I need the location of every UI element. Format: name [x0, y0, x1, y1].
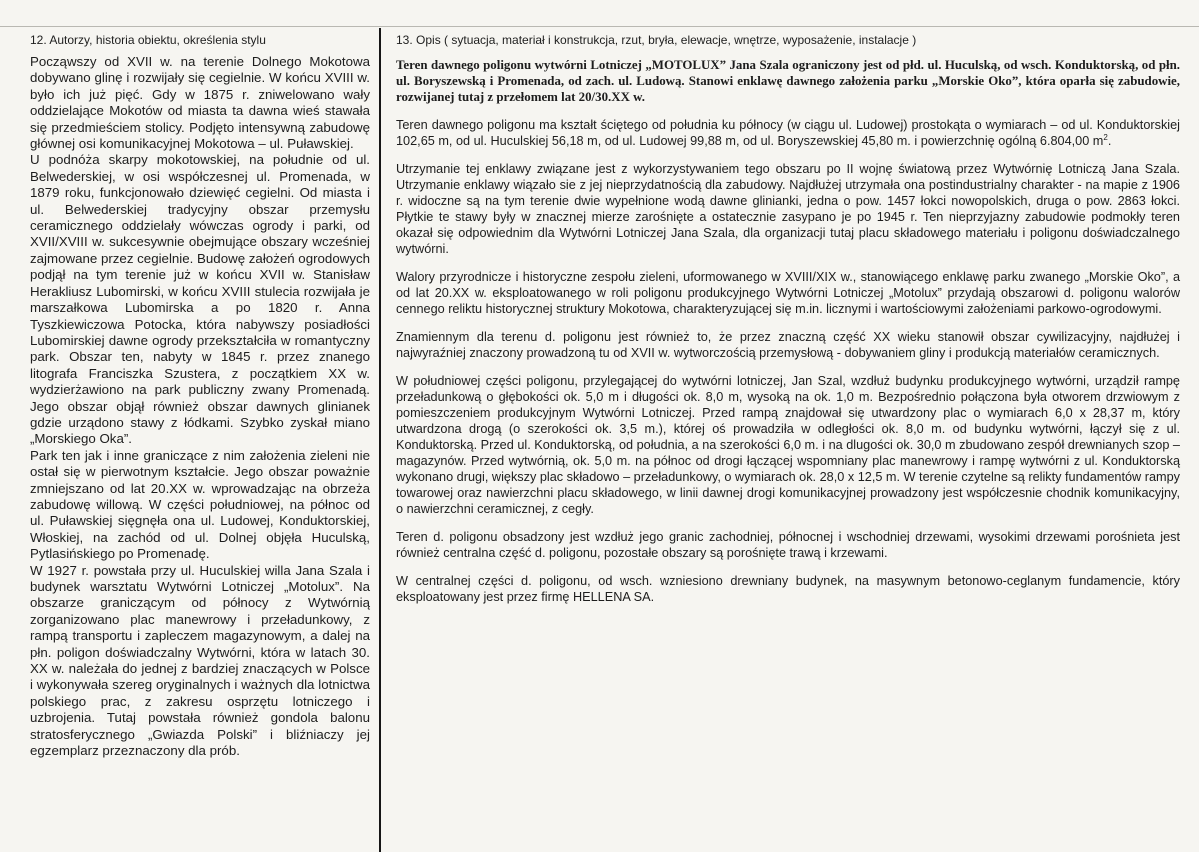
section-12-text — [30, 54, 370, 759]
description-paragraph: Walory przyrodnicze i historyczne zespołu zieleni, uformowanego w XVIII/XIX w., stanowiącego enklawę parku zwanego „Morskie Oko”, a od lat 20.XX w. eksploatowanego w roli poligonu produkcyjnego Wytwórni Lotniczej „Motolux” przydają obszarowi d. poligonu walorów cennego reliktu historycznej struktury Mokotowa, charakteryzującej się m.in. licznymi i wartościowymi założeniami parkowo-ogrodowymi. — [396, 270, 1180, 316]
description-paragraph: W południowej części poligonu, przylegającej do wytwórni lotniczej, Jan Szal, wzdłuż budynku produkcyjnego wytwórni, urządził rampę przeładunkową o głębokości ok. 5,0 m i długości ok. 8,0 m, wysoką na ok. 1,0 m. Bezpośrednio połączona była otworem drzwiowym z pomieszczeniem produkcyjnym Wytwórni Lotniczej. Przed rampą znajdował się utwardzony plac o wymiarach 6,0 x 28,37 m, który utwardzona drogą (o szerokości ok. 3,5 m.), której oś prowadziła w odległości ok. 8,0 m. od budynku wytwórni, łączył się z ul. Konduktorską. Przed ul. Konduktorską, od południa, a na szerokości 6,0 m. i na dlugości ok. 30,0 m zbudowano zespół drewnianych szop – magazynów. Przed wytwórnią, ok. 5,0 m. na północ od drogi łączącej wspomniany plac manewrowy i rampę wytwórni z ul. Konduktorską wykonano drugi, większy plac składowo – przeładunkowy, o wymiarach ok. 28,0 x 12,5 m. W terenie czytelne są relikty fundamentów rampy towarowej oraz nawierzchni placu składowego, w linii dawnej drogi komunikacyjnej prowadzony jest współczesnie chodnik komunikacyjny, o nawierzchni ceramicznej, z cegły. — [396, 374, 1180, 516]
description-lead-paragraph: Teren dawnego poligonu wytwórni Lotniczej „MOTOLUX” Jana Szala ograniczony jest od płd. ul. Huculską, od wsch. Konduktorską, od płn. ul. Boryszewską i Promenada, od zach. ul. Ludową. Stanowi enklawę dawnego założenia parku „Morskie Oko”, która oparła się zabudowie, rozwijanej tutaj z przełomem lat 20/30.XX w. — [396, 58, 1180, 104]
area-text-end: . — [1107, 134, 1112, 148]
history-paragraph: U podnóża skarpy mokotowskiej, na południe od ul. Belwederskiej, w osi współczesnej ul. Promenada, w 1879 roku, funkcjonowało dziewięć cegielni. Od miasta i ul. Belwederskiej tradycyjny obszar przemysłu ceramicznego oddzielały wówczas ogrody i parki, od XVII/XVIII w. sukcesywnie obejmujące obszary wcześniej zajmowane przez cegielnie. Budowę założeń ogrodowych podjął na tym terenie już w końcu XVII w. Stanisław Herakliusz Lubomirski, w końcu XVIII stulecia rozwijała je marszałkowa Lubomirska a po 1820 r. Anna Tyszkiewiczowa Potocka, która nabywszy posiadłości Lubomirskiej dawne ogrody przekształciła w romantyczny park. Obszar ten, nabyty w 1845 r. przez znanego litografa Franciszka Szustera, z początkiem XX w. wydzierżawiono na park publiczny zwany Promenadą. Jego obszar objął również obszar dawnych glinianek gdzie urządono stawy z łódkami. Szybko zyskał miano „Morskiego Oka”. — [30, 152, 371, 447]
column-divider — [379, 28, 381, 852]
section-12-heading: 12. Autorzy, historia obiektu, określenia stylu — [30, 33, 266, 47]
history-paragraph: Począwszy od XVII w. na terenie Dolnego Mokotowa dobywano glinę i rozwijały się cegielnie. W końcu XVIII w. było ich już pięć. Gdy w 1875 r. zniwelowano wały oddzielające Mokotów od miasta ta dawna wieś stawała się przedmieściem stolicy. Podjęto intensywną zabudowę głównej osi komunikacyjnej Mokotowa – ul. Puławskiej. — [30, 54, 370, 152]
right-column — [396, 33, 1180, 617]
history-paragraph: Park ten jak i inne graniczące z nim założenia zieleni nie ostał się w pierwotnym kształcie. Jego obszar poważnie zmniejszano od lat 20.XX w. wprowadzając na obrzeża zabudowę willową. W części południowej, na północ od ul. Puławskiej sięgnęła ona ul. Ludowej, Konduktorskiej, Włoskiej, na zachód od ul. Dolnej objęła Huculską, Pytlasińskiego po Promenadę. — [30, 447, 370, 562]
area-text: Teren dawnego poligonu ma kształt ściętego od południa ku północy (w ciągu ul. Ludowej) prostokąta o wymiarach – od ul. Konduktorskiej 102,65 m, od ul. Huculskiej 56,18 m, od ul. Ludowej 99,88 m, od ul. Boryszewskiej 45,80 m. i powierzchnię ogólną 6.804,00 m — [396, 118, 1180, 148]
description-paragraph: Utrzymanie tej enklawy związane jest z wykorzystywaniem tego obszaru po II wojnę światową przez Wytwórnię Lotniczą Jana Szala. Utrzymanie enklawy wiązało sie z jej nieprzydatnością dla zabudowy. Najdłużej utrzymała ona postindustrialny charakter - na mapie z 1906 r. widoczne są na tym terenie dwie wypełnione wodą dawne glinianki, jedna o pow. 1457 łokci nowopolskich, druga o pow. 2863 łokci. Płytkie te stawy były w znacznej mierze zarośnięte a ostatecznie zasypano je po 1945 r. Ten nieprzyjazny zabudowie podmokły teren okazał się odpowiednim dla Wytwórni Lotniczej Jana Szala, dla organizacji tutaj placu składowego materiału i poligonu doświadczalnego wytwórni. — [396, 162, 1180, 256]
left-column — [30, 33, 370, 759]
description-paragraph: W centralnej części d. poligonu, od wsch. wzniesiono drewniany budynek, na masywnym betonowo-ceglanym fundamencie, który eksploatowany jest przez firmę HELLENA SA. — [396, 574, 1180, 604]
description-paragraph: Znamiennym dla terenu d. poligonu jest również to, że przez znaczną część XX wieku stanowił obszar cywilizacyjny, najdłużej i najwyraźniej znaczony prowadzoną tu od XVII w. wytworczością przemysłową - dobywaniem gliny i produkcją materiałów ceramicznych. — [396, 330, 1180, 360]
area-unit-superscript: 2 — [1103, 132, 1108, 142]
description-paragraph — [396, 117, 1180, 149]
description-paragraph: Teren d. poligonu obsadzony jest wzdłuż jego granic zachodniej, północnej i wschodniej drzewami, wysokimi drzewami porośnieta jest również centralna część d. poligonu, pozostałe obszary są porośnięte trawą i krzewami. — [396, 530, 1180, 560]
section-13-heading: 13. Opis ( sytuacja, materiał i konstrukcja, rzut, bryła, elewacje, wnętrze, wyposażenie, instalacje ) — [396, 33, 917, 47]
top-rule — [0, 26, 1199, 27]
history-paragraph: W 1927 r. powstała przy ul. Huculskiej willa Jana Szala i budynek warsztatu Wytwórni Lotniczej „Motolux”. Na obszarze graniczącym od północy z Wytwórnią zorganizowano plac manewrowy i przeładunkowy, z rampą transportu i zapleczem magazynowym, a dalej na płn. poligon doświadczalny Wytwórni, która w latach 30. XX w. należała do jednej z bardziej znaczących w Polsce i wykonywała szereg oryginalnych i ważnych dla lotnictwa polskiego prac, z zakresu osprzętu lotniczego i uzbrojenia. Tutaj powstała również gondola balonu stratosferycznego „Gwiazda Polski” i bliźniaczy jej egzemplarz przeznaczony dla prób. — [30, 562, 370, 759]
